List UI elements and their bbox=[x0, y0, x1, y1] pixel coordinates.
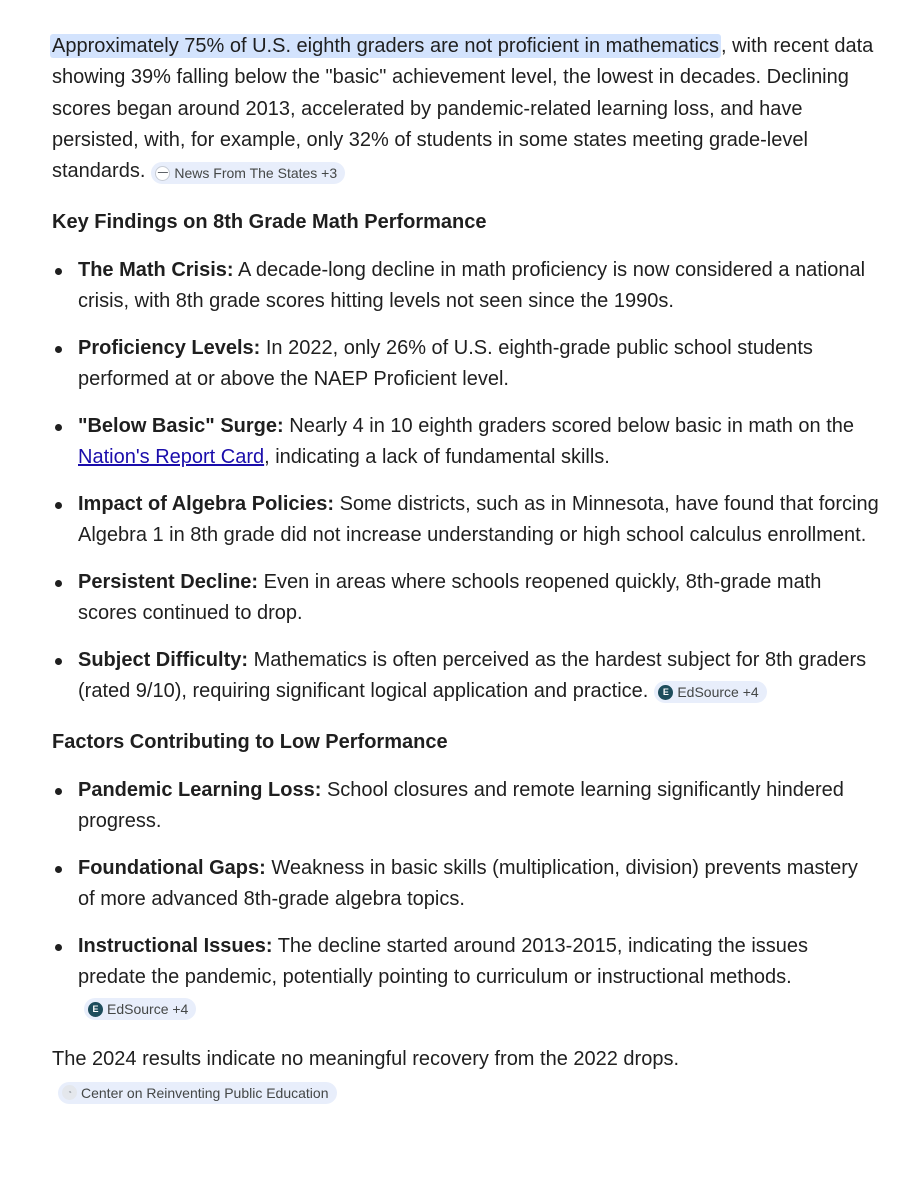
intro-paragraph bbox=[52, 31, 879, 187]
source-chip-news-from-the-states[interactable] bbox=[151, 162, 345, 184]
source-chip-label: EdSource +4 bbox=[107, 1001, 189, 1018]
closing-text: The 2024 results indicate no meaningful recovery from the 2022 drops. bbox=[52, 1048, 680, 1071]
source-chip-edsource[interactable] bbox=[84, 998, 196, 1020]
list-item bbox=[52, 411, 879, 473]
item-text: School closures and remote learning significantly hindered progress. bbox=[78, 779, 844, 833]
nations-report-card-link[interactable]: Nation's Report Card bbox=[78, 446, 265, 469]
list-item bbox=[52, 931, 879, 1024]
item-title: Subject Difficulty: bbox=[78, 649, 249, 672]
factors-list bbox=[52, 775, 879, 1024]
item-text: A decade-long decline in math proficiency is now considered a national crisis, with 8th grade scores hitting levels not seen since the 1990s. bbox=[78, 259, 866, 313]
list-item bbox=[52, 853, 879, 915]
section-heading-factors: Factors Contributing to Low Performance bbox=[52, 731, 448, 754]
crpe-logo-icon: ◔ bbox=[62, 1085, 77, 1100]
item-title: Proficiency Levels: bbox=[78, 337, 261, 360]
item-text: Mathematics is often perceived as the hardest subject for 8th graders (rated 9/10), requiring significant logical application and practice. bbox=[78, 649, 867, 703]
item-text: Even in areas where schools reopened quickly, 8th-grade math scores continued to drop. bbox=[78, 571, 822, 625]
source-chip-label: News From The States +3 bbox=[174, 165, 338, 182]
item-title: Foundational Gaps: bbox=[78, 857, 266, 880]
list-item bbox=[52, 567, 879, 629]
item-text: Nearly 4 in 10 eighth graders scored below basic in math on the bbox=[289, 415, 855, 438]
list-item bbox=[52, 255, 879, 317]
item-title: Impact of Algebra Policies: bbox=[78, 493, 334, 516]
item-title: The Math Crisis: bbox=[78, 259, 234, 282]
intro-text: , with recent data showing 39% falling below the "basic" achievement level, the lowest in decades. Declining scores began around 2013, accelerated by pandemic-related learning loss, and have persisted, with, for example, only 32% of students in some states meeting grade-level standards. bbox=[52, 35, 874, 183]
source-chip-edsource[interactable] bbox=[654, 681, 766, 703]
list-item bbox=[52, 645, 879, 707]
item-title: "Below Basic" Surge: bbox=[78, 415, 284, 438]
key-findings-list bbox=[52, 255, 879, 707]
item-text: Some districts, such as in Minnesota, have found that forcing Algebra 1 in 8th grade did not increase understanding or high school calculus enrollment. bbox=[78, 493, 879, 547]
list-item bbox=[52, 489, 879, 551]
source-chip-crpe[interactable] bbox=[58, 1082, 337, 1104]
source-chip-label: EdSource +4 bbox=[677, 684, 759, 701]
item-title: Persistent Decline: bbox=[78, 571, 259, 594]
source-chip-label: Center on Reinventing Public Education bbox=[81, 1084, 329, 1101]
list-item bbox=[52, 775, 879, 837]
item-title: Instructional Issues: bbox=[78, 935, 273, 958]
edsource-logo-icon: E bbox=[88, 1002, 103, 1017]
closing-paragraph bbox=[52, 1044, 879, 1107]
item-text: , indicating a lack of fundamental skills. bbox=[264, 446, 610, 469]
highlighted-text[interactable]: Approximately 75% of U.S. eighth graders are not proficient in mathematics bbox=[52, 35, 719, 57]
dash-icon: — bbox=[155, 166, 170, 181]
section-heading-key-findings: Key Findings on 8th Grade Math Performance bbox=[52, 211, 487, 234]
item-text: Weakness in basic skills (multiplication, division) prevents mastery of more advanced 8th-grade algebra topics. bbox=[78, 857, 858, 911]
item-text: The decline started around 2013-2015, indicating the issues predate the pandemic, potentially pointing to curriculum or instructional methods. bbox=[78, 935, 809, 989]
edsource-logo-icon: E bbox=[658, 685, 673, 700]
item-text: In 2022, only 26% of U.S. eighth-grade public school students performed at or above the NAEP Proficient level. bbox=[78, 337, 813, 391]
item-title: Pandemic Learning Loss: bbox=[78, 779, 322, 802]
list-item bbox=[52, 333, 879, 395]
